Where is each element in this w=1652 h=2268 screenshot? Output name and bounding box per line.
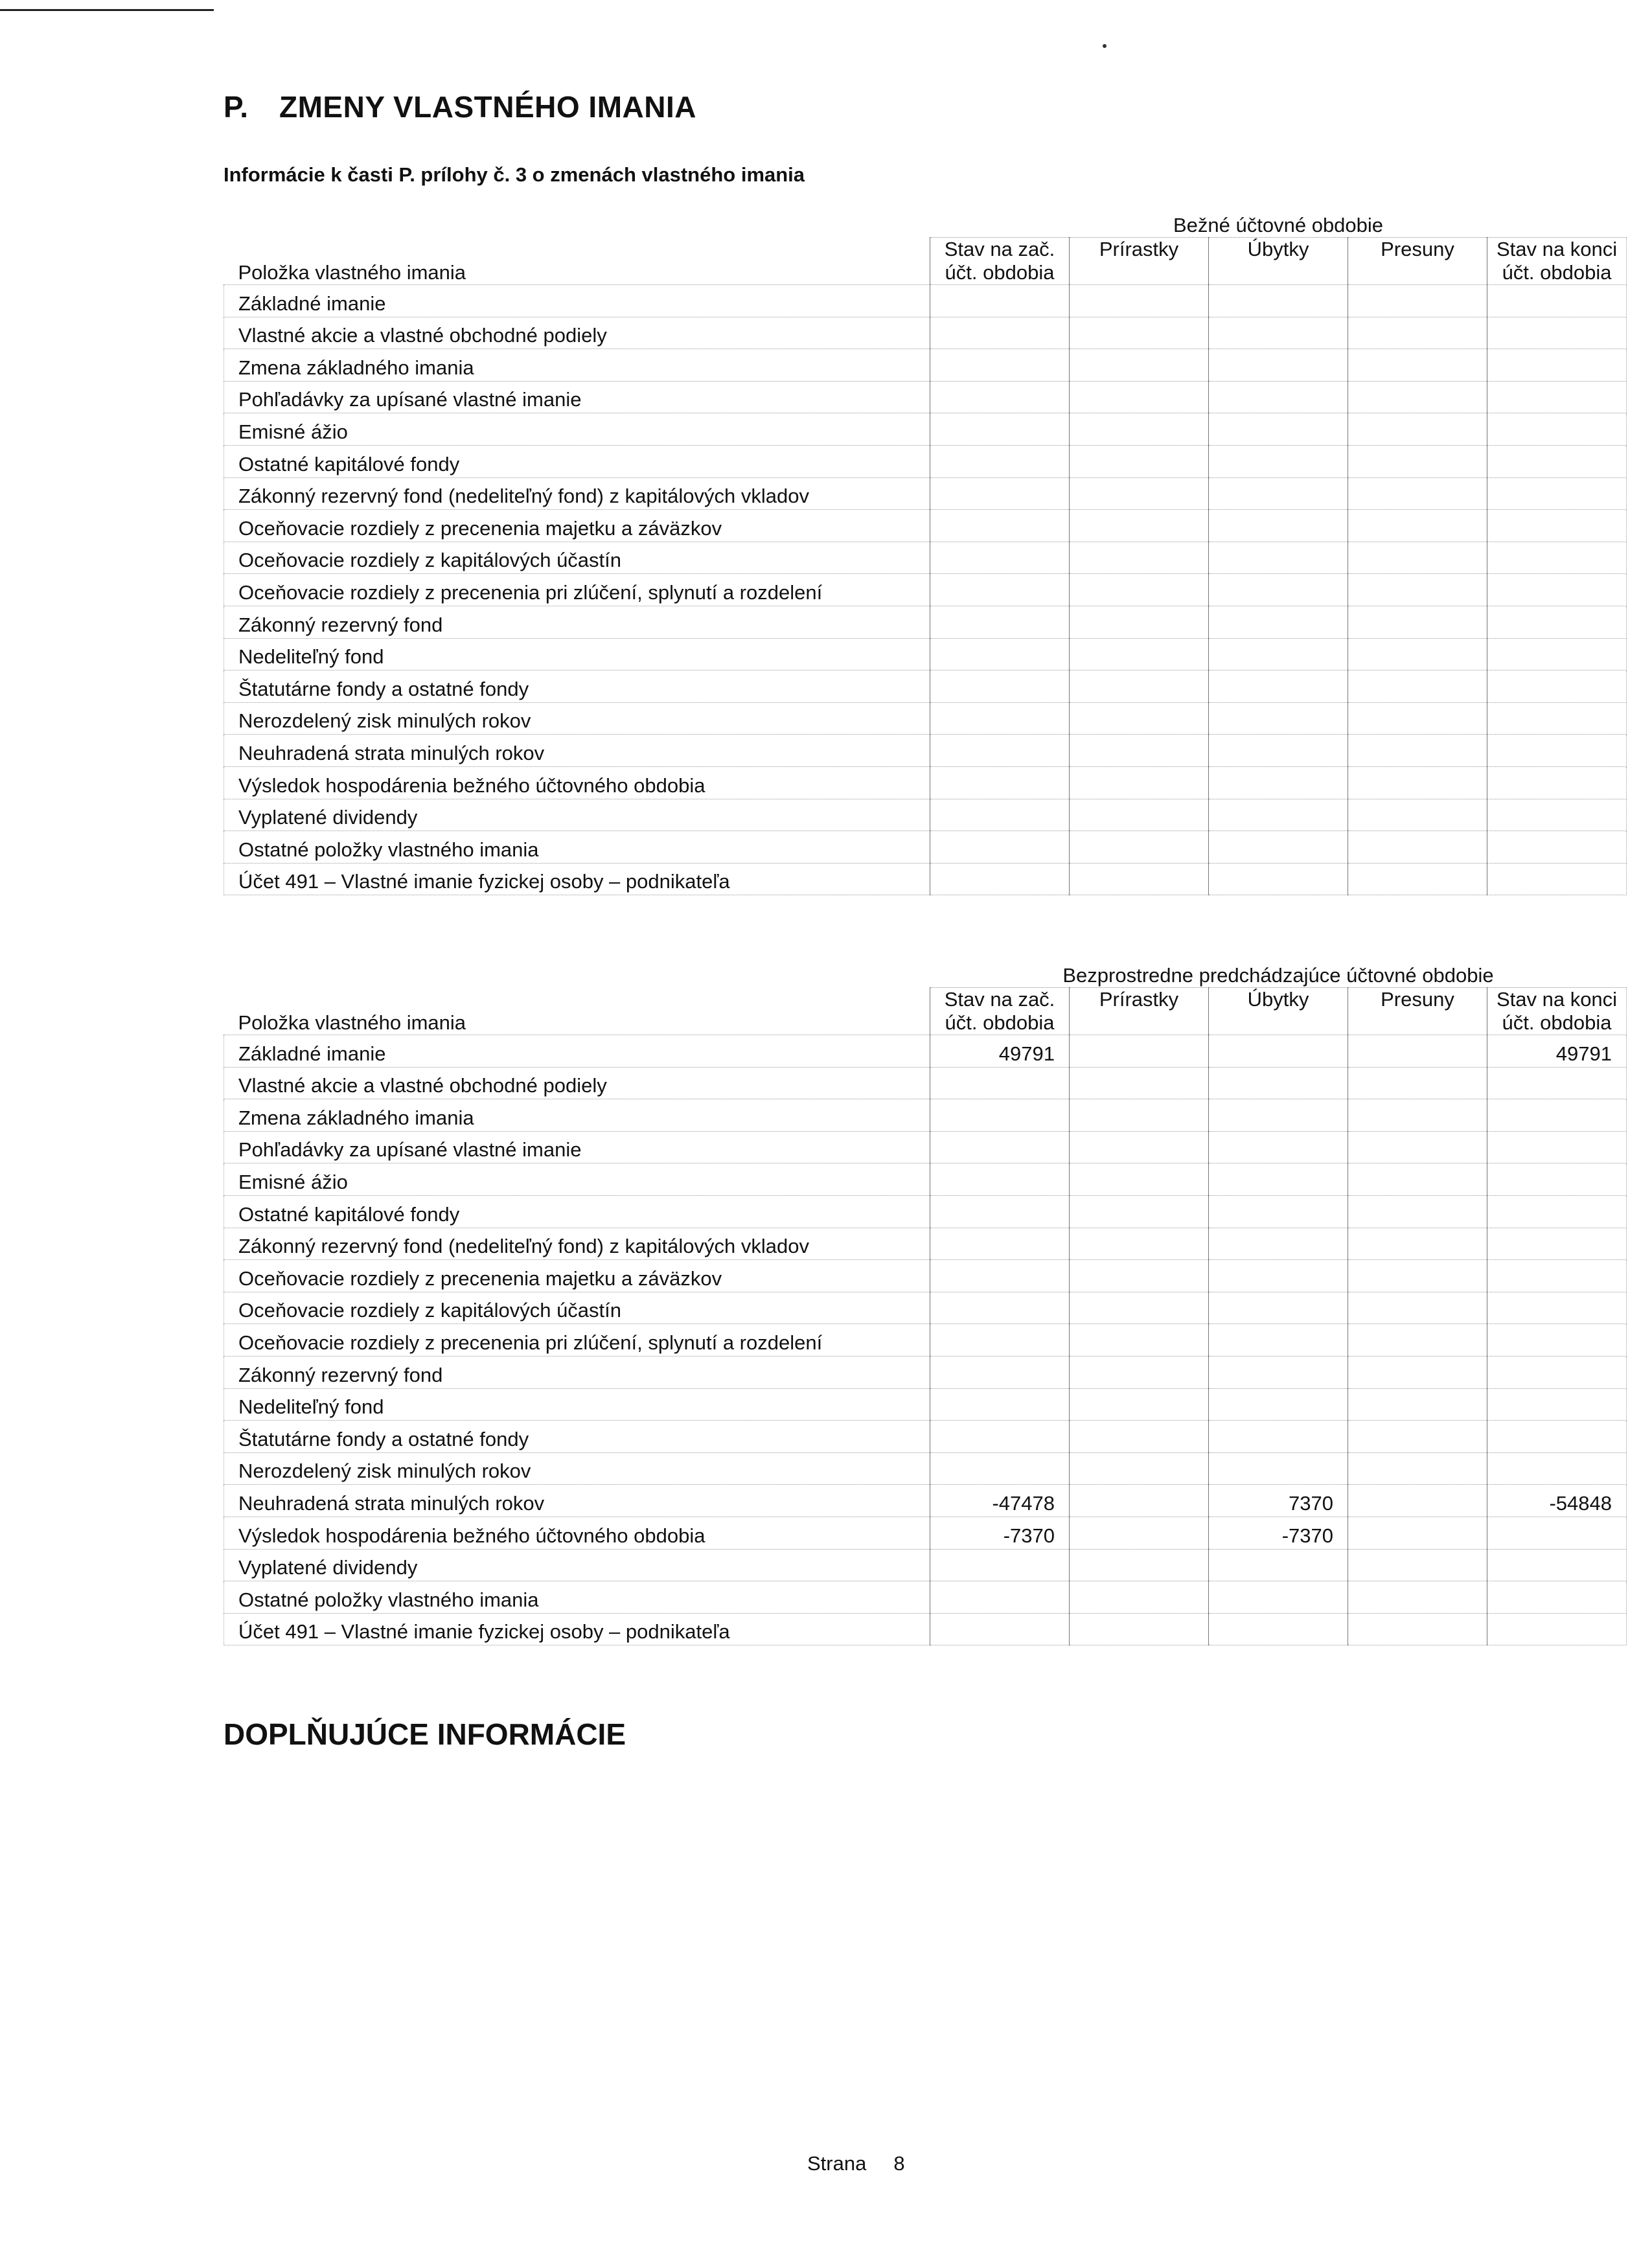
cell-start xyxy=(930,1099,1070,1132)
table-row xyxy=(224,1485,1627,1517)
row-label: Základné imanie xyxy=(224,285,930,317)
cell-trans xyxy=(1348,381,1487,413)
row-label: Oceňovacie rozdiely z precenenia majetku a záväzkov xyxy=(224,1260,930,1292)
cell-start xyxy=(930,510,1070,542)
cell-add xyxy=(1070,381,1209,413)
cell-trans xyxy=(1348,1517,1487,1549)
row-label: Ostatné kapitálové fondy xyxy=(224,445,930,477)
cell-end xyxy=(1487,1292,1627,1324)
cell-start xyxy=(930,863,1070,895)
cell-end xyxy=(1487,1324,1627,1357)
cell-trans xyxy=(1348,1549,1487,1581)
cell-trans xyxy=(1348,606,1487,638)
cell-dec xyxy=(1209,1356,1348,1388)
cell-end xyxy=(1487,1452,1627,1485)
table-row xyxy=(224,1421,1627,1453)
cell-add xyxy=(1070,831,1209,864)
cell-add xyxy=(1070,1035,1209,1068)
cell-trans xyxy=(1348,317,1487,349)
cell-end xyxy=(1487,349,1627,382)
row-label: Výsledok hospodárenia bežného účtovného obdobia xyxy=(224,766,930,799)
table-row xyxy=(224,766,1627,799)
row-label: Emisné ážio xyxy=(224,1163,930,1196)
cell-end xyxy=(1487,799,1627,831)
cell-add xyxy=(1070,863,1209,895)
cell-start xyxy=(930,349,1070,382)
row-label: Neuhradená strata minulých rokov xyxy=(224,735,930,767)
cell-end xyxy=(1487,1421,1627,1453)
table-body-current xyxy=(224,285,1627,895)
row-label: Výsledok hospodárenia bežného účtovného obdobia xyxy=(224,1517,930,1549)
cell-add xyxy=(1070,1195,1209,1228)
cell-trans xyxy=(1348,1099,1487,1132)
row-label: Účet 491 – Vlastné imanie fyzickej osoby – podnikateľa xyxy=(224,863,930,895)
table-row xyxy=(224,831,1627,864)
cell-trans xyxy=(1348,1228,1487,1260)
cell-start xyxy=(930,1292,1070,1324)
cell-trans xyxy=(1348,1163,1487,1196)
cell-add xyxy=(1070,510,1209,542)
cell-add xyxy=(1070,1356,1209,1388)
cell-trans xyxy=(1348,413,1487,446)
table-row xyxy=(224,1131,1627,1163)
cell-add xyxy=(1070,542,1209,574)
cell-dec xyxy=(1209,670,1348,703)
row-label: Štatutárne fondy a ostatné fondy xyxy=(224,670,930,703)
cell-dec: 7370 xyxy=(1209,1485,1348,1517)
cell-start xyxy=(930,799,1070,831)
cell-add xyxy=(1070,1452,1209,1485)
cell-trans xyxy=(1348,638,1487,670)
cell-add xyxy=(1070,1485,1209,1517)
cell-trans xyxy=(1348,510,1487,542)
table-row xyxy=(224,413,1627,446)
cell-start xyxy=(930,1260,1070,1292)
table-row xyxy=(224,1195,1627,1228)
table-row xyxy=(224,1163,1627,1196)
section-subtitle: Informácie k časti P. prílohy č. 3 o zmenách vlastného imania xyxy=(224,163,805,186)
cell-end xyxy=(1487,670,1627,703)
cell-start: 49791 xyxy=(930,1035,1070,1068)
cell-end xyxy=(1487,574,1627,606)
column-header-additions: Prírastky xyxy=(1070,238,1209,285)
cell-add xyxy=(1070,1292,1209,1324)
cell-end xyxy=(1487,831,1627,864)
cell-dec xyxy=(1209,1421,1348,1453)
cell-trans xyxy=(1348,445,1487,477)
cell-end xyxy=(1487,317,1627,349)
row-label: Zákonný rezervný fond xyxy=(224,1356,930,1388)
cell-dec xyxy=(1209,799,1348,831)
row-label: Nerozdelený zisk minulých rokov xyxy=(224,702,930,735)
cell-add xyxy=(1070,1228,1209,1260)
cell-add xyxy=(1070,1324,1209,1357)
cell-end xyxy=(1487,1099,1627,1132)
cell-end xyxy=(1487,766,1627,799)
column-header-additions: Prírastky xyxy=(1070,988,1209,1035)
cell-start xyxy=(930,1228,1070,1260)
cell-start xyxy=(930,670,1070,703)
cell-dec xyxy=(1209,766,1348,799)
cell-trans xyxy=(1348,670,1487,703)
cell-add xyxy=(1070,1099,1209,1132)
cell-start xyxy=(930,766,1070,799)
cell-add xyxy=(1070,445,1209,477)
cell-add xyxy=(1070,317,1209,349)
cell-trans xyxy=(1348,766,1487,799)
cell-trans xyxy=(1348,1452,1487,1485)
cell-end xyxy=(1487,1260,1627,1292)
cell-trans xyxy=(1348,1421,1487,1453)
cell-end: 49791 xyxy=(1487,1035,1627,1068)
cell-trans xyxy=(1348,285,1487,317)
cell-start xyxy=(930,1131,1070,1163)
cell-dec xyxy=(1209,1067,1348,1099)
table-row xyxy=(224,1356,1627,1388)
cell-add xyxy=(1070,670,1209,703)
cell-dec xyxy=(1209,413,1348,446)
table-row xyxy=(224,1517,1627,1549)
cell-dec xyxy=(1209,542,1348,574)
table-row xyxy=(224,381,1627,413)
cell-trans xyxy=(1348,863,1487,895)
row-label: Neuhradená strata minulých rokov xyxy=(224,1485,930,1517)
cell-end xyxy=(1487,510,1627,542)
cell-end xyxy=(1487,735,1627,767)
cell-start xyxy=(930,445,1070,477)
cell-start xyxy=(930,638,1070,670)
cell-trans xyxy=(1348,1131,1487,1163)
row-label: Zákonný rezervný fond (nedeliteľný fond) z kapitálových vkladov xyxy=(224,477,930,510)
table-row xyxy=(224,1388,1627,1421)
cell-end xyxy=(1487,1517,1627,1549)
cell-dec xyxy=(1209,1228,1348,1260)
cell-add xyxy=(1070,638,1209,670)
cell-end xyxy=(1487,445,1627,477)
cell-dec xyxy=(1209,1613,1348,1645)
table-row xyxy=(224,1613,1627,1645)
cell-start xyxy=(930,1581,1070,1614)
column-header-transfers: Presuny xyxy=(1348,238,1487,285)
table-row xyxy=(224,445,1627,477)
cell-start xyxy=(930,1067,1070,1099)
page-footer xyxy=(807,2152,905,2175)
cell-add xyxy=(1070,1613,1209,1645)
cell-dec xyxy=(1209,863,1348,895)
cell-trans xyxy=(1348,542,1487,574)
table-row xyxy=(224,1260,1627,1292)
cell-add xyxy=(1070,1131,1209,1163)
equity-table-previous xyxy=(224,959,1627,1645)
cell-start xyxy=(930,606,1070,638)
cell-start xyxy=(930,574,1070,606)
table-row xyxy=(224,1067,1627,1099)
cell-end xyxy=(1487,863,1627,895)
table-row xyxy=(224,542,1627,574)
row-label: Ostatné položky vlastného imania xyxy=(224,1581,930,1614)
cell-dec xyxy=(1209,349,1348,382)
cell-trans xyxy=(1348,702,1487,735)
column-header-decreases: Úbytky xyxy=(1209,988,1348,1035)
column-header-end: Stav na konci účt. obdobia xyxy=(1487,238,1627,285)
table-row xyxy=(224,1099,1627,1132)
row-label: Zmena základného imania xyxy=(224,1099,930,1132)
cell-dec xyxy=(1209,735,1348,767)
cell-add xyxy=(1070,799,1209,831)
table-row xyxy=(224,1228,1627,1260)
cell-dec xyxy=(1209,1549,1348,1581)
row-label: Vlastné akcie a vlastné obchodné podiely xyxy=(224,317,930,349)
row-label: Oceňovacie rozdiely z precenenia majetku a záväzkov xyxy=(224,510,930,542)
row-label: Pohľadávky za upísané vlastné imanie xyxy=(224,1131,930,1163)
cell-start xyxy=(930,1356,1070,1388)
section-title-text: ZMENY VLASTNÉHO IMANIA xyxy=(279,90,696,124)
cell-dec xyxy=(1209,1260,1348,1292)
row-label: Oceňovacie rozdiely z precenenia pri zlúčení, splynutí a rozdelení xyxy=(224,574,930,606)
cell-start xyxy=(930,735,1070,767)
cell-dec xyxy=(1209,1163,1348,1196)
cell-end xyxy=(1487,1163,1627,1196)
row-label: Nedeliteľný fond xyxy=(224,638,930,670)
cell-add xyxy=(1070,1549,1209,1581)
cell-add xyxy=(1070,735,1209,767)
cell-dec xyxy=(1209,1292,1348,1324)
cell-trans xyxy=(1348,1356,1487,1388)
scan-dot xyxy=(1103,44,1107,48)
cell-end xyxy=(1487,285,1627,317)
cell-trans xyxy=(1348,1485,1487,1517)
corner-rule xyxy=(0,9,214,11)
row-label: Zákonný rezervný fond xyxy=(224,606,930,638)
column-header-label: Položka vlastného imania xyxy=(224,238,930,285)
cell-end xyxy=(1487,413,1627,446)
cell-dec xyxy=(1209,1452,1348,1485)
cell-dec xyxy=(1209,381,1348,413)
cell-trans xyxy=(1348,1388,1487,1421)
table-row xyxy=(224,702,1627,735)
cell-end xyxy=(1487,477,1627,510)
row-label: Účet 491 – Vlastné imanie fyzickej osoby – podnikateľa xyxy=(224,1613,930,1645)
cell-start xyxy=(930,1452,1070,1485)
section-title xyxy=(224,89,696,124)
cell-start xyxy=(930,381,1070,413)
row-label: Vyplatené dividendy xyxy=(224,1549,930,1581)
cell-trans xyxy=(1348,799,1487,831)
cell-start xyxy=(930,1613,1070,1645)
cell-add xyxy=(1070,574,1209,606)
table-row xyxy=(224,1324,1627,1357)
cell-add xyxy=(1070,285,1209,317)
row-label: Emisné ážio xyxy=(224,413,930,446)
cell-end xyxy=(1487,638,1627,670)
cell-start xyxy=(930,542,1070,574)
cell-end xyxy=(1487,1356,1627,1388)
cell-trans xyxy=(1348,1067,1487,1099)
cell-add xyxy=(1070,1163,1209,1196)
cell-dec xyxy=(1209,1581,1348,1614)
table-row xyxy=(224,349,1627,382)
cell-dec xyxy=(1209,1388,1348,1421)
column-header-start: Stav na zač. účt. obdobia xyxy=(930,988,1070,1035)
cell-end xyxy=(1487,1131,1627,1163)
cell-trans xyxy=(1348,1195,1487,1228)
equity-table-current xyxy=(224,209,1627,895)
column-header-start: Stav na zač. účt. obdobia xyxy=(930,238,1070,285)
table-row xyxy=(224,670,1627,703)
cell-dec xyxy=(1209,1324,1348,1357)
cell-end xyxy=(1487,702,1627,735)
table-row xyxy=(224,317,1627,349)
cell-dec xyxy=(1209,831,1348,864)
cell-end xyxy=(1487,1195,1627,1228)
row-label: Ostatné kapitálové fondy xyxy=(224,1195,930,1228)
cell-dec xyxy=(1209,638,1348,670)
cell-start xyxy=(930,1163,1070,1196)
cell-start xyxy=(930,702,1070,735)
cell-start xyxy=(930,413,1070,446)
cell-end xyxy=(1487,1549,1627,1581)
cell-start xyxy=(930,1549,1070,1581)
cell-add xyxy=(1070,766,1209,799)
cell-trans xyxy=(1348,1613,1487,1645)
row-label: Oceňovacie rozdiely z precenenia pri zlúčení, splynutí a rozdelení xyxy=(224,1324,930,1357)
cell-dec: -7370 xyxy=(1209,1517,1348,1549)
row-label: Vlastné akcie a vlastné obchodné podiely xyxy=(224,1067,930,1099)
row-label: Zmena základného imania xyxy=(224,349,930,382)
cell-dec xyxy=(1209,1099,1348,1132)
cell-trans xyxy=(1348,831,1487,864)
cell-trans xyxy=(1348,1324,1487,1357)
cell-dec xyxy=(1209,1035,1348,1068)
cell-start xyxy=(930,1195,1070,1228)
cell-add xyxy=(1070,1421,1209,1453)
supplementary-info-title: DOPLŇUJÚCE INFORMÁCIE xyxy=(224,1717,626,1751)
cell-start xyxy=(930,1388,1070,1421)
cell-add xyxy=(1070,1067,1209,1099)
table-row xyxy=(224,1549,1627,1581)
cell-trans xyxy=(1348,735,1487,767)
cell-dec xyxy=(1209,477,1348,510)
page-number: 8 xyxy=(893,2152,905,2175)
table-body-previous xyxy=(224,1035,1627,1645)
cell-add xyxy=(1070,349,1209,382)
cell-end xyxy=(1487,1388,1627,1421)
cell-start xyxy=(930,477,1070,510)
table-previous-period xyxy=(224,959,1626,1645)
row-label: Základné imanie xyxy=(224,1035,930,1068)
period-heading: Bežné účtovné obdobie xyxy=(930,209,1627,238)
cell-end xyxy=(1487,1067,1627,1099)
cell-end xyxy=(1487,1228,1627,1260)
cell-start: -7370 xyxy=(930,1517,1070,1549)
cell-trans xyxy=(1348,1035,1487,1068)
table-row xyxy=(224,735,1627,767)
cell-dec xyxy=(1209,574,1348,606)
row-label: Nedeliteľný fond xyxy=(224,1388,930,1421)
cell-start xyxy=(930,285,1070,317)
cell-trans xyxy=(1348,574,1487,606)
column-header-end: Stav na konci účt. obdobia xyxy=(1487,988,1627,1035)
cell-add xyxy=(1070,1517,1209,1549)
cell-add xyxy=(1070,1581,1209,1614)
cell-dec xyxy=(1209,510,1348,542)
table-row xyxy=(224,1452,1627,1485)
cell-end xyxy=(1487,606,1627,638)
period-heading: Bezprostredne predchádzajúce účtovné obdobie xyxy=(930,959,1627,988)
row-label: Oceňovacie rozdiely z kapitálových účastín xyxy=(224,1292,930,1324)
cell-start xyxy=(930,317,1070,349)
cell-dec xyxy=(1209,317,1348,349)
cell-trans xyxy=(1348,477,1487,510)
section-letter: P. xyxy=(224,90,249,124)
cell-add xyxy=(1070,1388,1209,1421)
cell-add xyxy=(1070,1260,1209,1292)
table-row xyxy=(224,510,1627,542)
cell-trans xyxy=(1348,1581,1487,1614)
column-header-decreases: Úbytky xyxy=(1209,238,1348,285)
cell-add xyxy=(1070,702,1209,735)
cell-trans xyxy=(1348,1260,1487,1292)
cell-trans xyxy=(1348,349,1487,382)
table-row xyxy=(224,799,1627,831)
cell-start xyxy=(930,1324,1070,1357)
table-row xyxy=(224,863,1627,895)
cell-dec xyxy=(1209,445,1348,477)
footer-label: Strana xyxy=(807,2152,867,2175)
column-header-transfers: Presuny xyxy=(1348,988,1487,1035)
table-row xyxy=(224,638,1627,670)
cell-add xyxy=(1070,413,1209,446)
cell-dec xyxy=(1209,1131,1348,1163)
cell-end xyxy=(1487,381,1627,413)
cell-dec xyxy=(1209,285,1348,317)
table-current-period xyxy=(224,209,1626,895)
table-row xyxy=(224,606,1627,638)
row-label: Nerozdelený zisk minulých rokov xyxy=(224,1452,930,1485)
row-label: Štatutárne fondy a ostatné fondy xyxy=(224,1421,930,1453)
row-label: Pohľadávky za upísané vlastné imanie xyxy=(224,381,930,413)
column-header-label: Položka vlastného imania xyxy=(224,988,930,1035)
cell-end xyxy=(1487,1581,1627,1614)
cell-add xyxy=(1070,606,1209,638)
table-row xyxy=(224,285,1627,317)
cell-dec xyxy=(1209,606,1348,638)
table-row xyxy=(224,1581,1627,1614)
cell-trans xyxy=(1348,1292,1487,1324)
row-label: Vyplatené dividendy xyxy=(224,799,930,831)
table-row xyxy=(224,1035,1627,1068)
cell-start xyxy=(930,831,1070,864)
row-label: Oceňovacie rozdiely z kapitálových účastín xyxy=(224,542,930,574)
cell-start: -47478 xyxy=(930,1485,1070,1517)
table-row xyxy=(224,477,1627,510)
cell-end xyxy=(1487,1613,1627,1645)
cell-end: -54848 xyxy=(1487,1485,1627,1517)
row-label: Ostatné položky vlastného imania xyxy=(224,831,930,864)
cell-dec xyxy=(1209,1195,1348,1228)
cell-dec xyxy=(1209,702,1348,735)
cell-start xyxy=(930,1421,1070,1453)
table-row xyxy=(224,574,1627,606)
cell-add xyxy=(1070,477,1209,510)
row-label: Zákonný rezervný fond (nedeliteľný fond) z kapitálových vkladov xyxy=(224,1228,930,1260)
table-row xyxy=(224,1292,1627,1324)
cell-end xyxy=(1487,542,1627,574)
